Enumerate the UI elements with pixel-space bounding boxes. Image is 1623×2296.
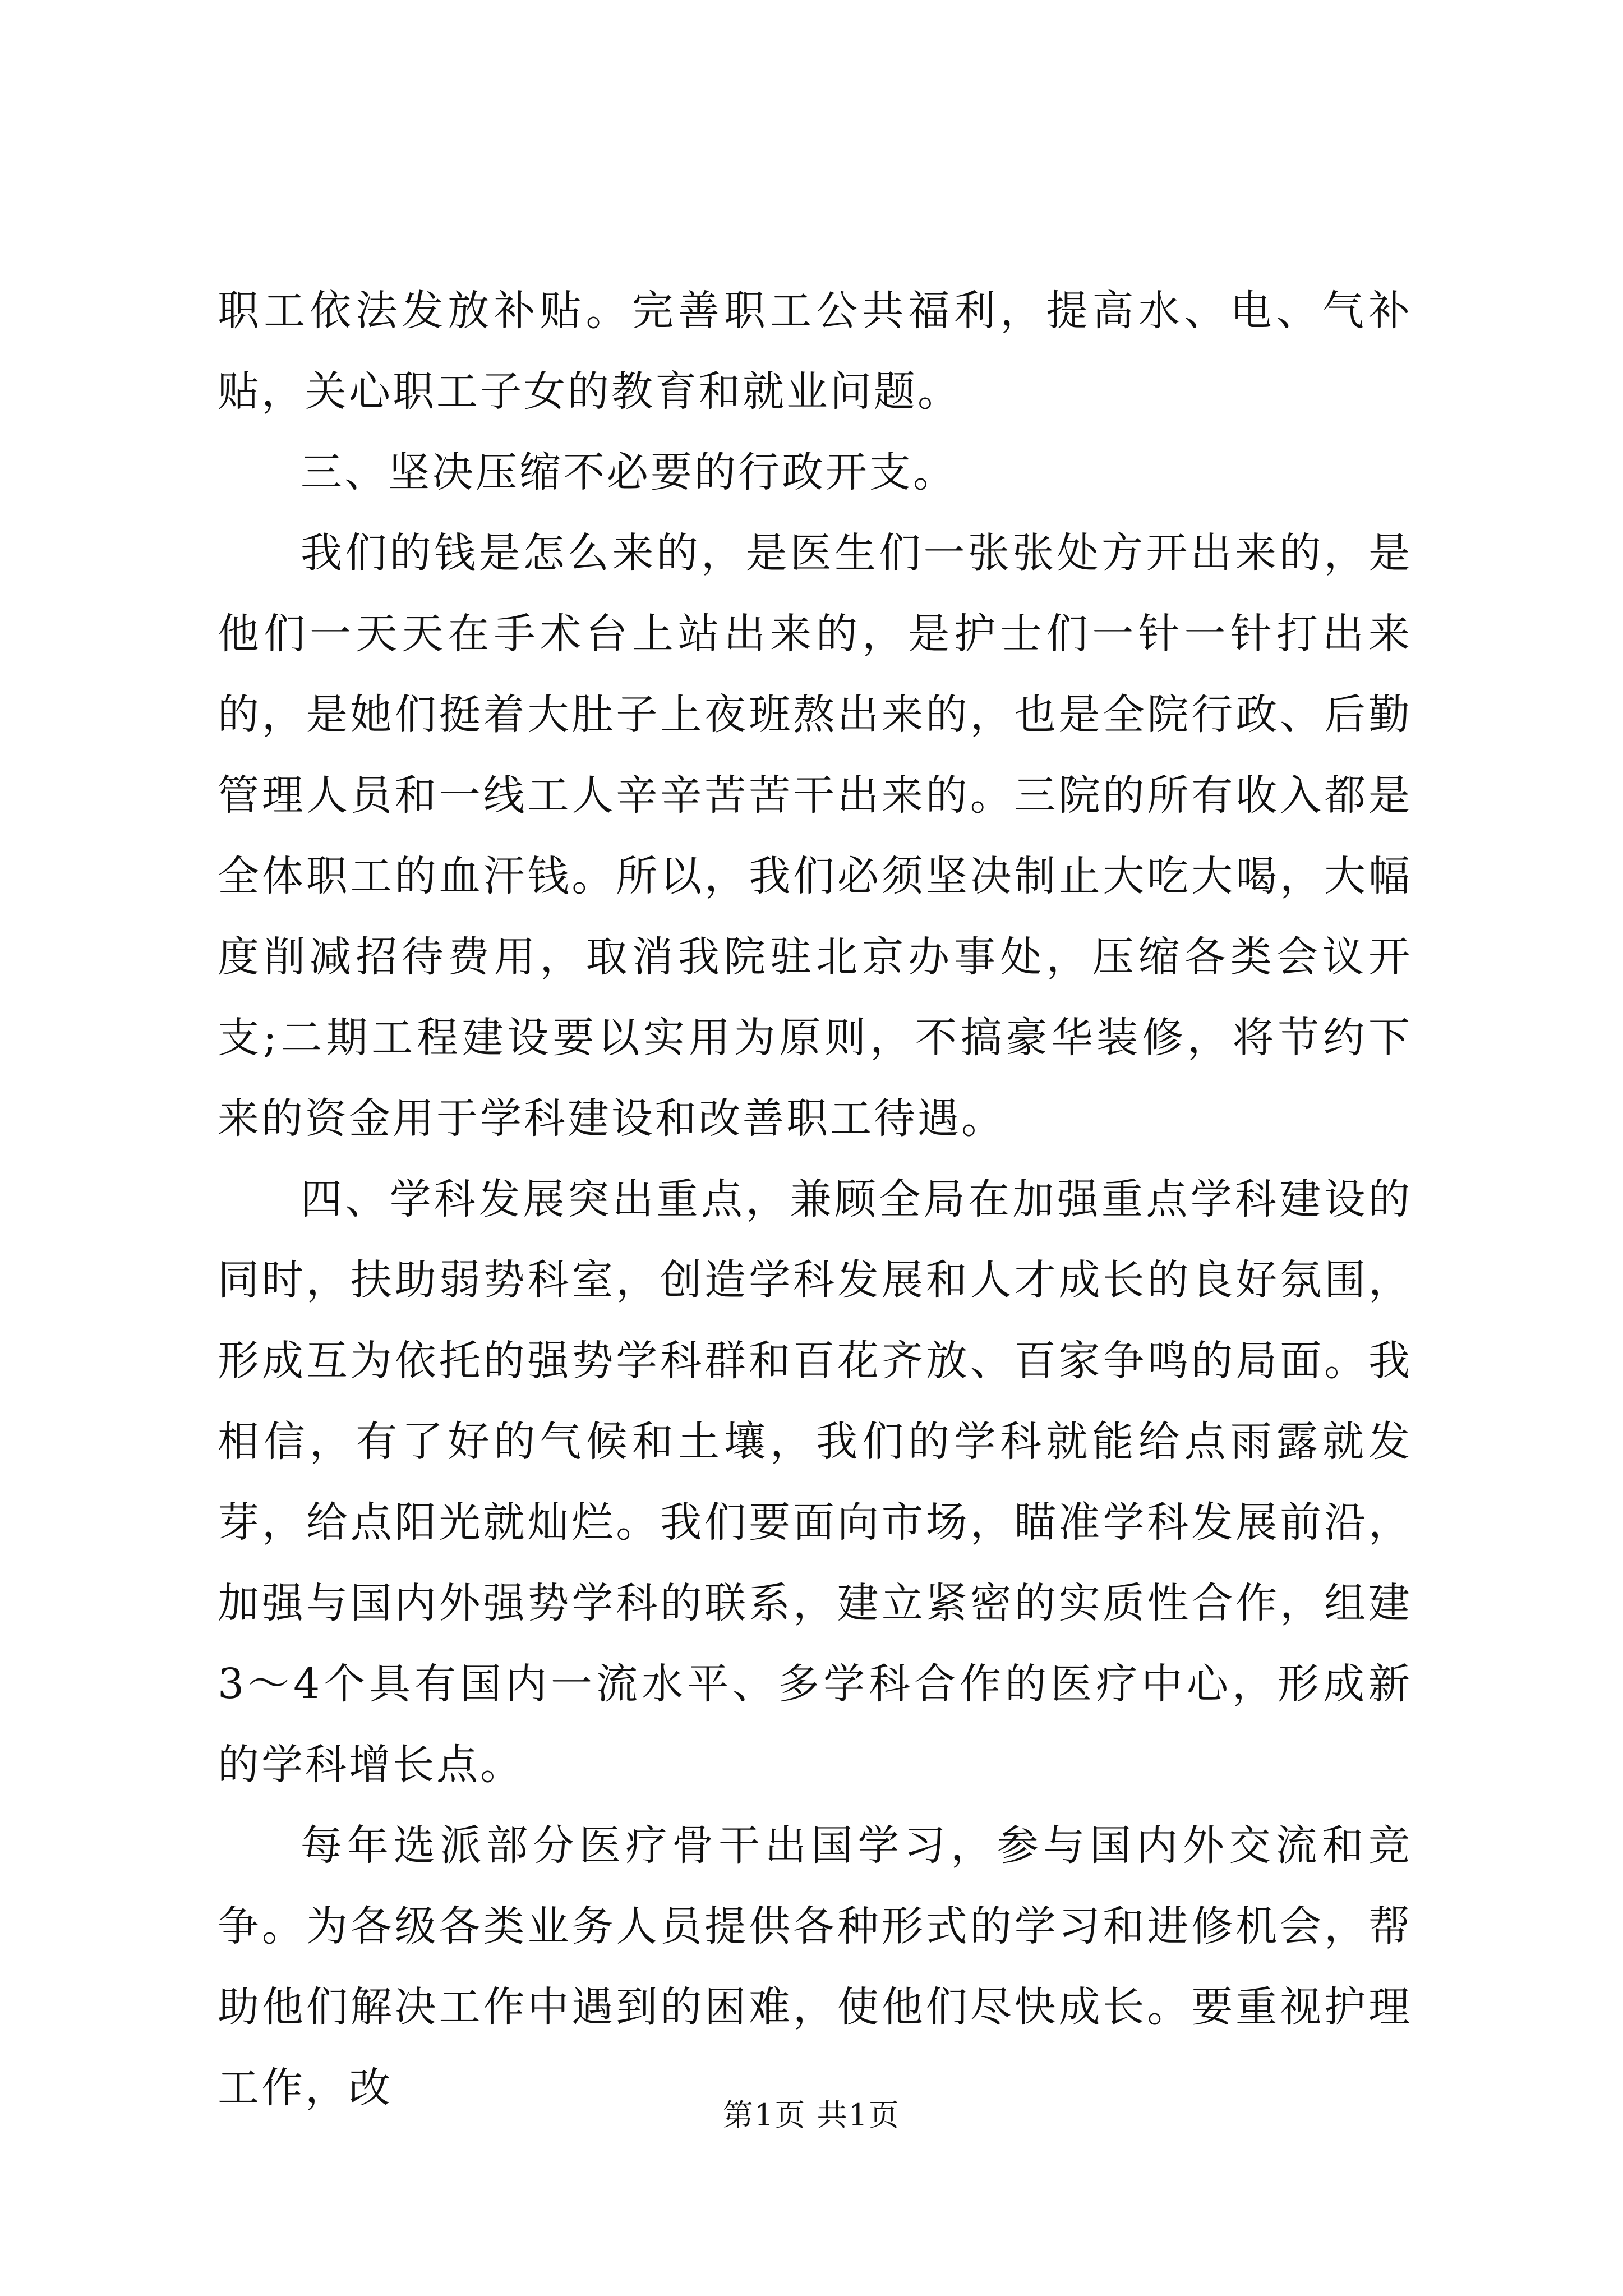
section-heading-three: 三、坚决压缩不必要的行政开支。 <box>301 448 957 496</box>
section-heading-four-paragraph: 四、学科发展突出重点，兼顾全局在加强重点学科建设的同时，扶助弱势科室，创造学科发展和人才成长的良好氛围，形成互为依托的强势学科群和百花齐放、百家争鸣的局面。我相信，有了好的气候和土壤，我们的学科就能给点雨露就发芽，给点阳光就灿烂。我们要面向市场，瞄准学科发展前沿，加强与国内外强势学科的联系，建立紧密的实质性合作，组建3～4个具有国内一流水平、多学科合作的医疗中心，形成新的学科增长点。 <box>218 1175 1412 1789</box>
page-footer: 第1页 共1页 <box>723 2097 900 2133</box>
paragraph-training: 每年选派部分医疗骨干出国学习，参与国内外交流和竞争。为各级各类业务人员提供各种形式的学习和进修机会，帮助他们解决工作中遇到的困难，使他们尽快成长。要重视护理工作，改 <box>218 1821 1412 2112</box>
paragraph-income-source: 我们的钱是怎么来的，是医生们一张张处方开出来的，是他们一天天在手术台上站出来的，是护士们一针一针打出来的，是她们挺着大肚子上夜班熬出来的，也是全院行政、后勤管理人员和一线工人辛辛苦苦干出来的。三院的所有收入都是全体职工的血汗钱。所以，我们必须坚决制止大吃大喝，大幅度削减招待费用，取消我院驻北京办事处，压缩各类会议开支;二期工程建设要以实用为原则，不搞豪华装修，将节约下来的资金用于学科建设和改善职工待遇。 <box>218 529 1412 1143</box>
document-body <box>218 270 1412 2128</box>
paragraph-continuation: 职工依法发放补贴。完善职工公共福利，提高水、电、气补贴，关心职工子女的教育和就业问题。 <box>218 287 1412 416</box>
